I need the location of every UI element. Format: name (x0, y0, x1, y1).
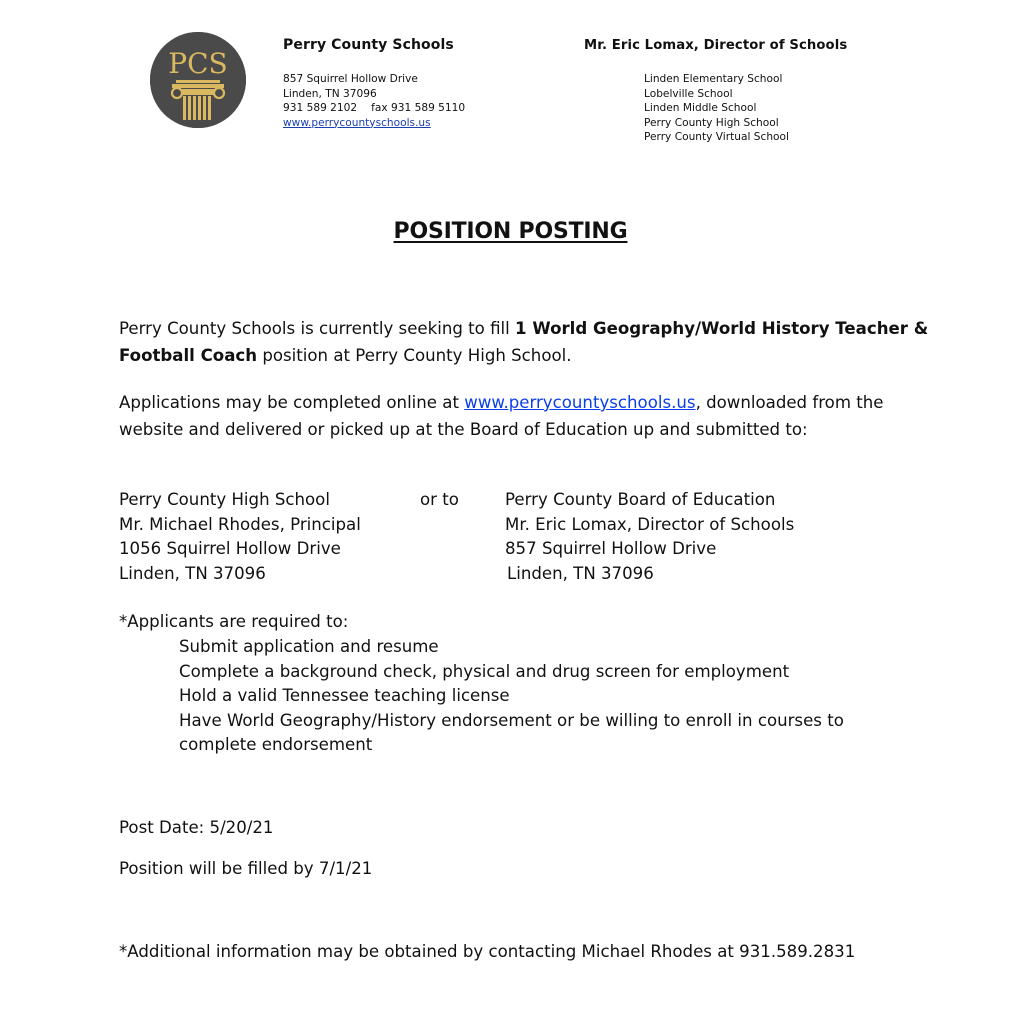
intro-prefix: Perry County Schools is currently seeking to fill (119, 319, 516, 338)
school-item: Perry County High School (644, 116, 779, 129)
address-line: Mr. Eric Lomax, Director of Schools (505, 514, 795, 534)
school-item: Linden Elementary School (644, 73, 783, 85)
address-line: Linden, TN 37096 (507, 563, 654, 583)
position-title-part1: 1 World Geography/World History Teacher & (515, 319, 929, 338)
fax-number: fax 931 589 5110 (371, 102, 466, 115)
page-title: POSITION POSTING (393, 219, 628, 244)
website-link[interactable]: www.perrycountyschools.us (464, 393, 696, 412)
requirement-item: Complete a background check, physical and drug screen for employment (179, 661, 790, 681)
address-right (505, 488, 794, 586)
pcs-logo (150, 32, 246, 128)
school-list (644, 72, 789, 145)
additional-info: *Additional information may be obtained by contacting Michael Rhodes at 931.589.2831 (119, 942, 856, 961)
requirements-list (179, 635, 844, 758)
post-date: Post Date: 5/20/21 (119, 818, 274, 837)
filled-by-date: Position will be filled by 7/1/21 (119, 859, 373, 878)
address-line: Perry County High School (119, 490, 330, 509)
requirement-item: Have World Geography/History endorsement or be willing to enroll in courses to (179, 710, 844, 730)
letterhead-address (283, 72, 465, 130)
org-name: Perry County Schools (283, 37, 454, 53)
address-line: 1056 Squirrel Hollow Drive (119, 539, 341, 558)
director-name: Mr. Eric Lomax, Director of Schools (584, 38, 848, 53)
requirement-item: complete endorsement (179, 735, 373, 755)
requirement-item: Hold a valid Tennessee teaching license (179, 686, 510, 706)
address-line: Mr. Michael Rhodes, Principal (119, 514, 361, 534)
applications-suffix: , downloaded from the (695, 393, 884, 412)
phone-number: 931 589 2102 (283, 102, 358, 115)
letterhead-website-link[interactable]: www.perrycountyschools.us (283, 116, 431, 129)
logo-text: PCS (168, 47, 228, 80)
address-line: 857 Squirrel Hollow Drive (505, 539, 717, 558)
requirement-item: Submit application and resume (179, 637, 439, 656)
intro-suffix: position at Perry County High School. (257, 345, 572, 365)
school-item: Perry County Virtual School (644, 131, 789, 144)
address-line: Perry County Board of Education (505, 490, 776, 509)
applications-paragraph (119, 390, 884, 443)
address-line: Linden, TN 37096 (119, 563, 266, 583)
or-to-label: or to (420, 490, 459, 509)
requirements-heading: *Applicants are required to: (119, 612, 349, 631)
applications-line2: website and delivered or picked up at the Board of Education up and submitted to: (119, 419, 808, 439)
applications-prefix: Applications may be completed online at (119, 393, 465, 412)
intro-paragraph (119, 316, 928, 369)
address-left (119, 488, 361, 586)
school-item: Linden Middle School (644, 102, 757, 115)
position-title-part2: Football Coach (119, 345, 258, 365)
address-line1: 857 Squirrel Hollow Drive (283, 73, 418, 85)
school-item: Lobelville School (644, 87, 733, 100)
phone-fax-line (283, 101, 465, 116)
address-line2: Linden, TN 37096 (283, 87, 377, 100)
